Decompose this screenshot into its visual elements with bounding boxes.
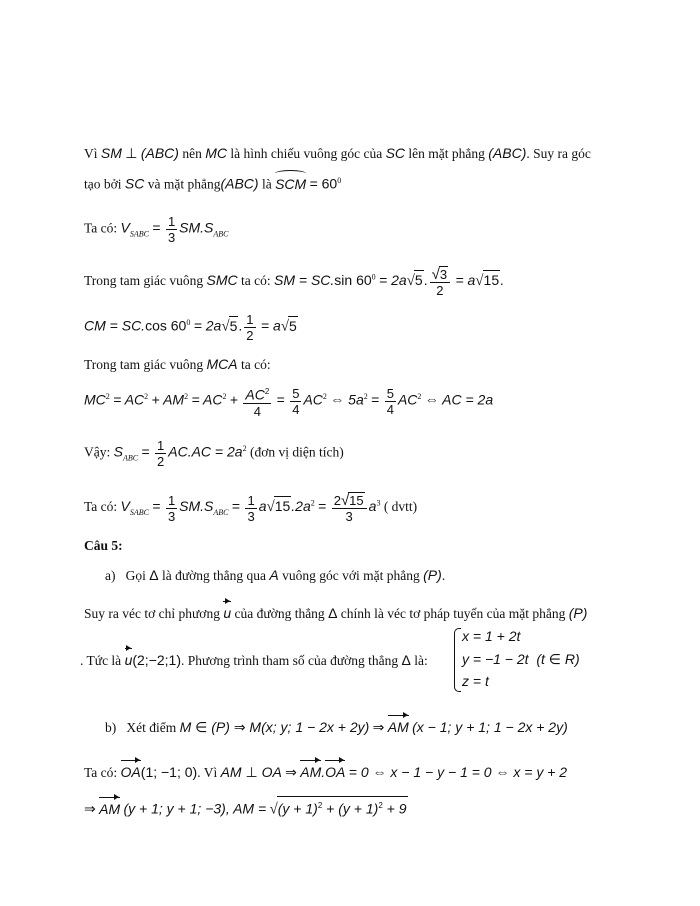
fraction-ac2-over-4: $\frac{AC^2}{4}$ <box>243 384 271 419</box>
am-length-line: ⇒ AM (y + 1; y + 1; −3), AM = $√(y + 1)^2 + (y + 1)^2 + 9$ <box>84 796 408 819</box>
vector-am-3: AM <box>99 800 121 817</box>
system-eq-y: y = −1 − 2t (t ∈ R) <box>462 651 580 667</box>
part-b-line: b) Xét điểm M ∈ (P) ⇒ M(x; y; 1 − 2x + 2y) ⇒ AM (x − 1; y + 1; 1 − 2x + 2y) <box>105 719 568 735</box>
vector-oa-2: OA <box>325 764 346 780</box>
triangle-smc-line: Trong tam giác vuông SMC ta có: SM = SC.sin $60^0 = 2a√5$. $\frac{√3}{2}$ = a√15. <box>84 266 504 298</box>
angle-scm: SCM <box>275 175 307 192</box>
cm-formula: CM = SC.cos $60^0 = 2a√5$. $\frac{1}{2}$ = a√5 <box>84 312 297 343</box>
system-eq-x: x = 1 + 2t <box>462 628 521 644</box>
volume-result: Ta có: $V_{SABC}$ = $\frac{1}{3}$ $SM.S_{ABC}$ = $\frac{1}{3}$ $a√15.2a^2$ = $\frac{2√15}{3}$ $a^3$ ( dvtt) <box>84 492 418 524</box>
part-a-line: a) Gọi Δ là đường thẳng qua A vuông góc với mặt phẳng (P). <box>105 567 446 583</box>
fraction-2sqrt15-over-3: $\frac{2√15}{3}$ <box>332 492 367 524</box>
fraction-five-fourths: $\frac{5}{4}$ <box>292 385 300 417</box>
triangle-mca-line: Trong tam giác vuông MCA ta có: <box>84 356 271 372</box>
vector-u-2: u <box>124 652 133 668</box>
area-result: Vậy: $S_{ABC}$ = $\frac{1}{2}$ $AC.AC = 2a^2$ (đơn vị diện tích) <box>84 438 344 469</box>
direction-vector-line: Suy ra véc tơ chỉ phương u của đường thẳng Δ chính là véc tơ pháp tuyến của mặt phẳng (P) <box>84 605 588 621</box>
fraction-one-third-3: $\frac{1}{3}$ <box>247 492 255 524</box>
vector-am: AM <box>387 719 409 735</box>
fraction-one-third: $\frac{1}{3}$ <box>167 214 176 245</box>
oa-line: Ta có: OA(1; −1; 0). Vì AM ⊥ OA ⇒ AM.OA = 0 ⇔ x − 1 − y − 1 = 0 ⇔ x = y + 2 <box>84 764 568 780</box>
vector-u: u <box>223 605 232 621</box>
text-line-2: tạo bởi SC và mặt phẳng(ABC) là SCM = $60^0$ <box>84 175 342 192</box>
fraction-five-fourths-2: $\frac{5}{4}$ <box>386 385 394 417</box>
vector-am-2: AM <box>300 764 322 780</box>
parametric-line-intro: . Tức là u(2;−2;1). Phương trình tham số của đường thẳng Δ là: <box>80 652 428 668</box>
vector-oa: OA <box>120 764 141 780</box>
fraction-sqrt3-over-2: $\frac{√3}{2}$ <box>430 266 450 298</box>
fraction-one-half: $\frac{1}{2}$ <box>246 312 254 343</box>
system-brace <box>454 628 461 692</box>
fraction-one-third-2: $\frac{1}{3}$ <box>167 492 176 524</box>
question-5-heading: Câu 5: <box>84 538 123 553</box>
system-eq-z: z = t <box>462 673 489 689</box>
pythagoras-equation: $MC^2 = AC^2 + AM^2 = AC^2$ + $\frac{AC^2}{4}$ = $\frac{5}{4}$ $AC^2$ ⇔ $5a^2$ = $\frac{5}{4}$ $AC^2$ ⇔ AC = 2a <box>84 385 494 419</box>
volume-formula: Ta có: $V_{SABC}$ = $\frac{1}{3}$ $SM.S_{ABC}$ <box>84 214 229 245</box>
fraction-one-half-area: $\frac{1}{2}$ <box>157 438 165 469</box>
text-line-1: Vì SM ⊥ (ABC) nên MC là hình chiếu vuông góc của SC lên mặt phẳng (ABC). Suy ra góc <box>84 145 591 161</box>
